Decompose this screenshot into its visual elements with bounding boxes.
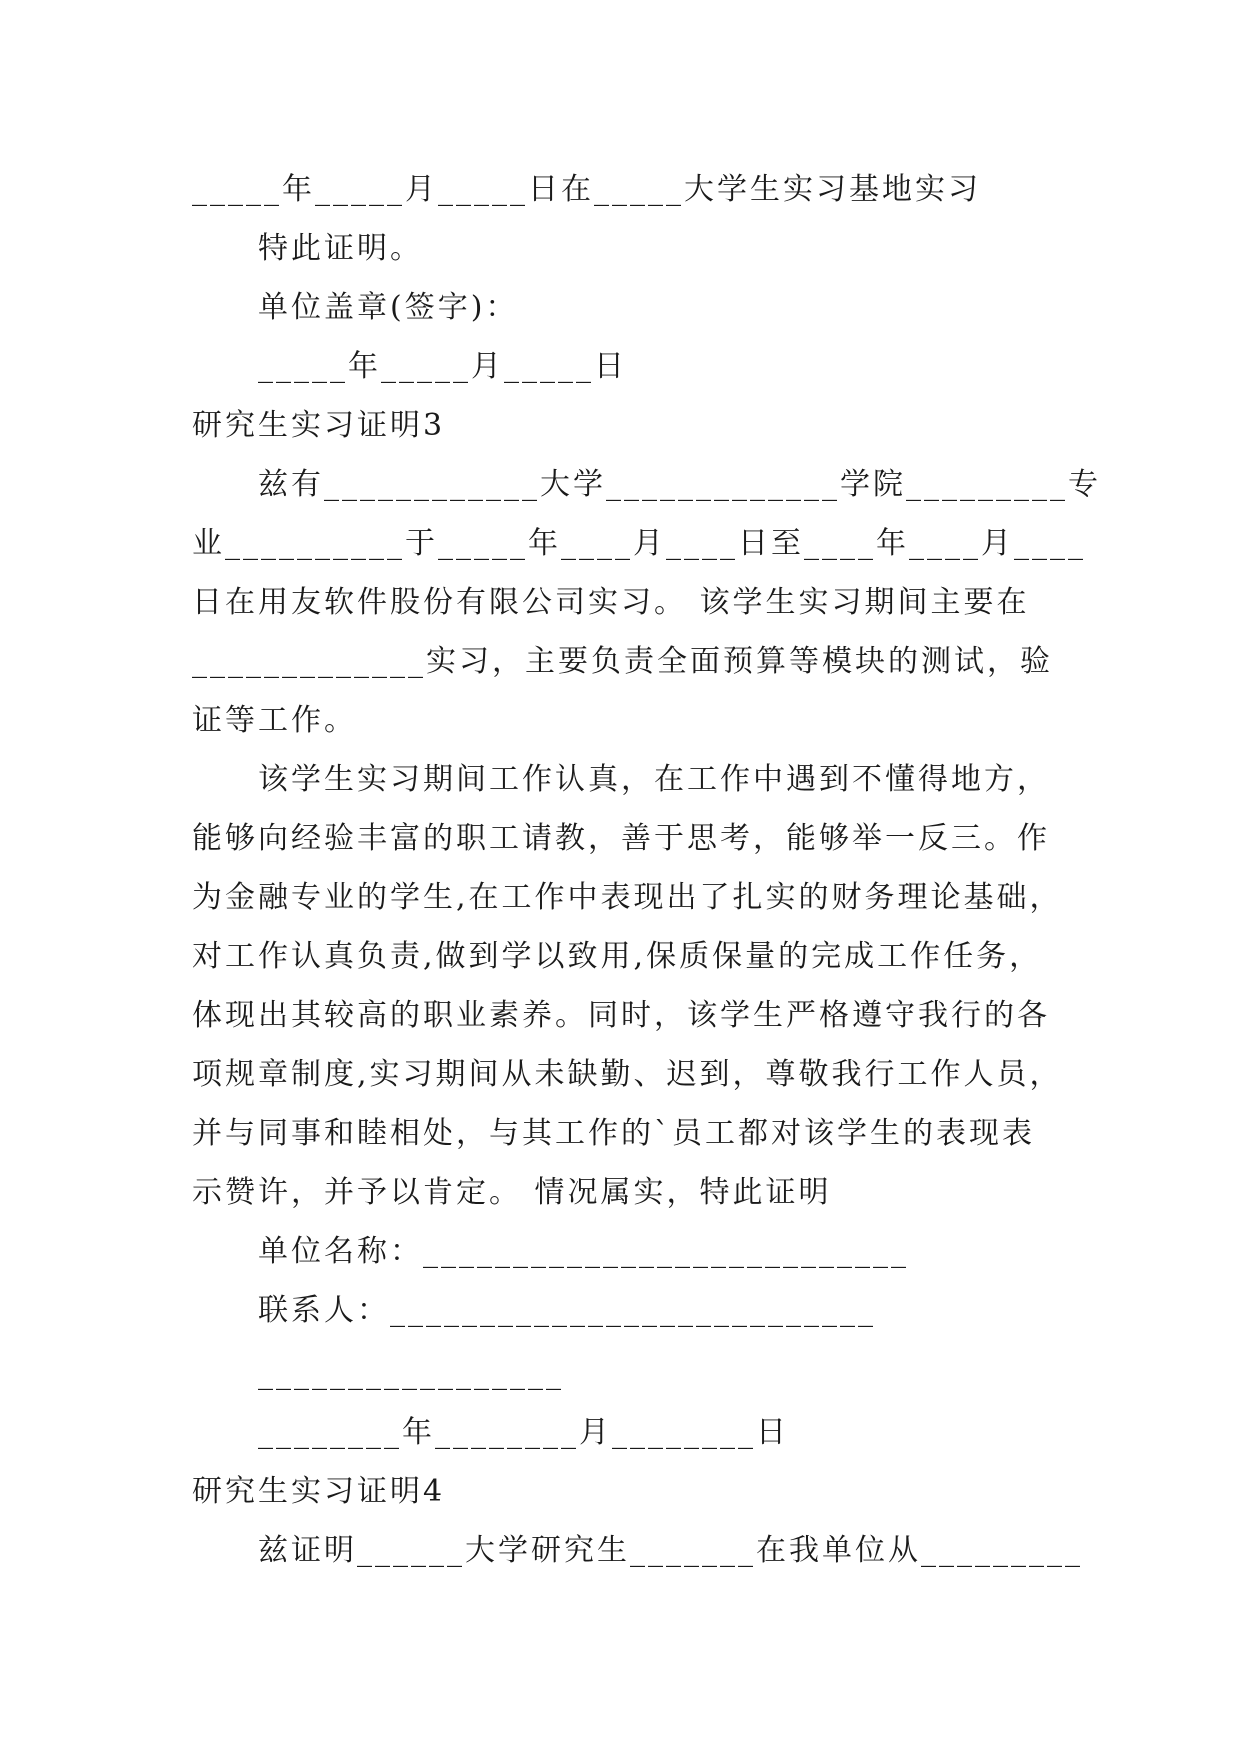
eval-line: 对工作认真负责,做到学以致用,保质保量的完成工作任务，: [192, 939, 1043, 974]
seal-label: 单位盖章(签字)：: [258, 290, 519, 325]
date-field: ________年________月________日: [258, 1415, 789, 1450]
body-line: 兹证明______大学研究生_______在我单位从_________: [258, 1533, 1083, 1568]
signature-blank: _________________: [258, 1356, 564, 1391]
eval-line: 示赞许，并予以肯定。 情况属实，特此证明: [192, 1175, 832, 1210]
internship-date-line: _____年_____月_____日在_____大学生实习基地实习: [192, 172, 981, 207]
section-title-3: 研究生实习证明3: [192, 408, 446, 443]
eval-line: 项规章制度,实习期间从未缺勤、迟到，尊敬我行工作人员，: [192, 1057, 1063, 1092]
eval-line: 能够向经验丰富的职工请教，善于思考，能够举一反三。作: [192, 821, 1050, 856]
closing-text: 特此证明。: [258, 231, 423, 266]
section-title-4: 研究生实习证明4: [192, 1474, 446, 1509]
eval-line: 为金融专业的学生,在工作中表现出了扎实的财务理论基础，: [192, 880, 1063, 915]
body-line: 日在用友软件股份有限公司实习。 该学生实习期间主要在: [192, 585, 1030, 620]
document-page: [192, 160, 1101, 1580]
body-line: 业__________于_____年____月____日至____年____月____: [192, 526, 1086, 561]
eval-line: 该学生实习期间工作认真，在工作中遇到不懂得地方，: [258, 762, 1050, 797]
body-line: 证等工作。: [192, 703, 357, 738]
unit-name-field: 单位名称：___________________________: [258, 1234, 909, 1269]
eval-line: 并与同事和睦相处，与其工作的`员工都对该学生的表现表: [192, 1116, 1035, 1151]
body-line: _____________实习，主要负责全面预算等模块的测试，验: [192, 644, 1053, 679]
eval-line: 体现出其较高的职业素养。同时，该学生严格遵守我行的各: [192, 998, 1050, 1033]
sign-date: _____年_____月_____日: [258, 349, 627, 384]
body-line: 兹有____________大学_____________学院_________专: [258, 467, 1101, 502]
contact-field: 联系人：___________________________: [258, 1293, 876, 1328]
